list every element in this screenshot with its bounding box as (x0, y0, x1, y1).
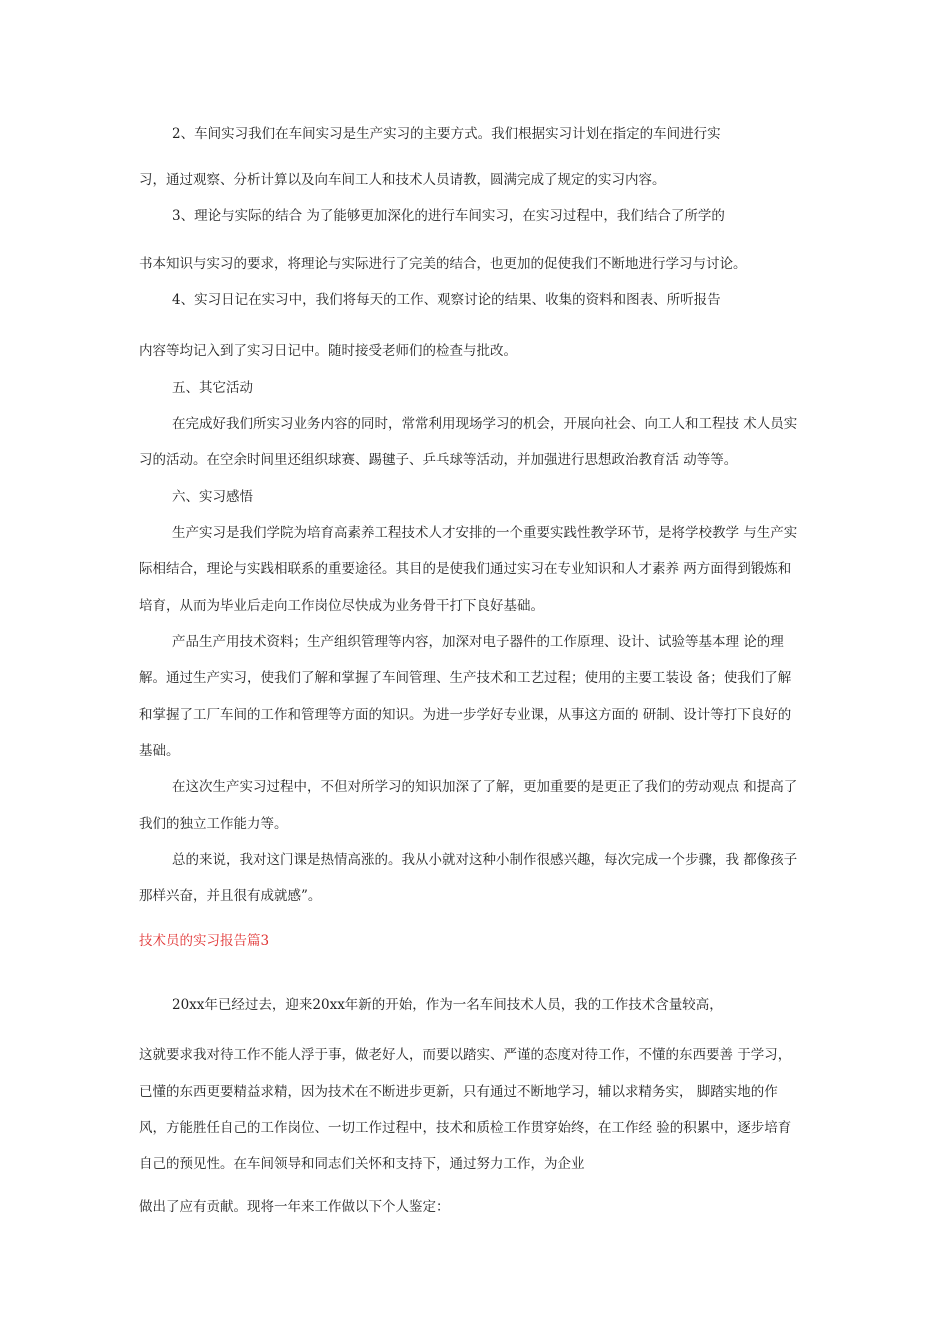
paragraph-line: 风，方能胜任自己的工作岗位、一切工作过程中，技术和质检工作贯穿始终，在工作经 验的积累中，逐步培育 (139, 1120, 792, 1136)
paragraph-line: 那样兴奋，并且很有成就感”。 (139, 888, 322, 904)
paragraph-line: 内容等均记入到了实习日记中。随时接受老师们的检查与批改。 (139, 343, 517, 359)
paragraph-year-intro: 20xx年已经过去，迎来20xx年新的开始，作为一名车间技术人员，我的工作技术含量较高， (172, 997, 723, 1013)
paragraph-product-docs: 产品生产用技术资料；生产组织管理等内容，加深对电子器件的工作原理、设计、试验等基本理 论的理 (172, 634, 784, 650)
paragraph-line: 习，通过观察、分析计算以及向车间工人和技术人员请教，圆满完成了规定的实习内容。 (139, 172, 666, 188)
paragraph-line: 际相结合，理论与实践相联系的重要途径。其目的是使我们通过实习在专业知识和人才素养 两方面得到锻炼和 (139, 561, 792, 577)
paragraph-line: 自己的预见性。在车间领导和同志们关怀和支持下，通过努力工作，为企业 (139, 1156, 585, 1172)
paragraph-theory-practice: 3、理论与实际的结合 为了能够更加深化的进行车间实习，在实习过程中，我们结合了所学的 (172, 208, 725, 224)
paragraph-practice-diary: 4、实习日记在实习中，我们将每天的工作、观察讨论的结果、收集的资料和图表、所听报告 (172, 292, 721, 308)
paragraph-line: 这就要求我对待工作不能人浮于事，做老好人，而要以踏实、严谨的态度对待工作，不懂的东西要善 于学习， (139, 1047, 792, 1063)
paragraph-summary: 总的来说，我对这门课是热情高涨的。我从小就对这种小制作很感兴趣，每次完成一个步骤，我 都像孩子 (172, 852, 798, 868)
paragraph-line: 和掌握了工厂车间的工作和管理等方面的知识。为进一步学好专业课，从事这方面的 研制、设计等打下良好的 (139, 707, 792, 723)
paragraph-other-activities: 在完成好我们所实习业务内容的同时，常常利用现场学习的机会，开展向社会、向工人和工程技 术人员实 (172, 416, 798, 432)
section-heading-other-activities: 五、其它活动 (172, 380, 253, 396)
section-heading-practice-insights: 六、实习感悟 (172, 489, 253, 505)
paragraph-line: 基础。 (139, 743, 180, 759)
paragraph-practice-insights: 生产实习是我们学院为培育高素养工程技术人才安排的一个重要实践性教学环节，是将学校教学 与生产实 (172, 525, 798, 541)
paragraph-line: 做出了应有贡献。现将一年来工作做以下个人鉴定： (139, 1199, 450, 1215)
paragraph-line: 解。通过生产实习，使我们了解和掌握了车间管理、生产技术和工艺过程；使用的主要工装设 备；使我们了解 (139, 670, 792, 686)
paragraph-line: 我们的独立工作能力等。 (139, 816, 288, 832)
paragraph-line: 书本知识与实习的要求，将理论与实际进行了完美的结合，也更加的促使我们不断地进行学习与讨论。 (139, 256, 747, 272)
report-heading-part3: 技术员的实习报告篇3 (139, 933, 270, 949)
paragraph-practice-process: 在这次生产实习过程中，不但对所学习的知识加深了了解，更加重要的是更正了我们的劳动观点 和提高了 (172, 779, 798, 795)
paragraph-workshop-practice: 2、车间实习我们在车间实习是生产实习的主要方式。我们根据实习计划在指定的车间进行实 (172, 126, 721, 142)
paragraph-line: 习的活动。在空余时间里还组织球赛、踢毽子、乒乓球等活动，并加强进行思想政治教育活 动等等。 (139, 452, 738, 468)
paragraph-line: 培育，从而为毕业后走向工作岗位尽快成为业务骨干打下良好基础。 (139, 598, 544, 614)
paragraph-line: 已懂的东西更要精益求精，因为技术在不断进步更新，只有通过不断地学习，辅以求精务实， 脚踏实地的作 (139, 1084, 778, 1100)
